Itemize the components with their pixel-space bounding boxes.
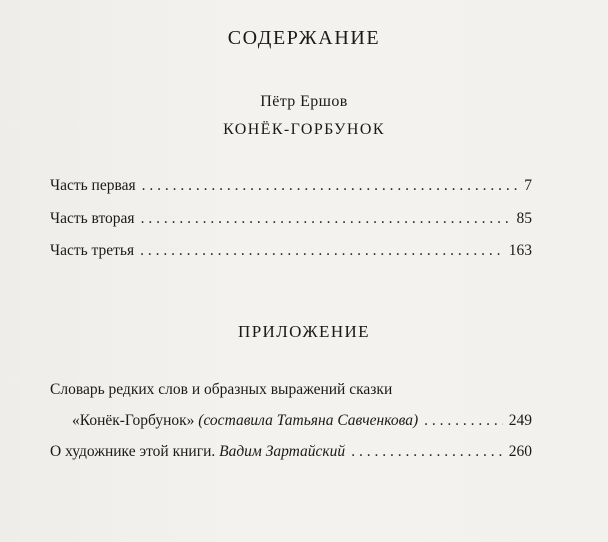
dictionary-compiler: (составила Татьяна Савченкова) bbox=[198, 412, 419, 429]
dictionary-entry-label bbox=[72, 412, 418, 430]
artist-entry-label bbox=[50, 443, 345, 461]
artist-name: Вадим Зартайский bbox=[219, 443, 346, 460]
dot-leader bbox=[424, 412, 503, 430]
toc-entry-page: 85 bbox=[516, 210, 532, 227]
contents-title: СОДЕРЖАНИЕ bbox=[227, 27, 381, 49]
toc-entry-part-three bbox=[50, 242, 532, 260]
work-title: КОНЁК-ГОРБУНОК bbox=[223, 121, 385, 138]
toc-entry-label: Часть вторая bbox=[50, 210, 135, 227]
artist-entry bbox=[50, 443, 532, 461]
dictionary-entry-title: «Конёк-Горбунок» bbox=[72, 412, 195, 429]
artist-entry-page: 260 bbox=[508, 443, 532, 460]
dictionary-entry-page: 249 bbox=[508, 412, 532, 429]
appendix-title: ПРИЛОЖЕНИЕ bbox=[238, 322, 370, 341]
toc-entry-part-one bbox=[50, 177, 532, 195]
toc-entry-label: Часть третья bbox=[50, 242, 135, 259]
toc-entry-page: 163 bbox=[508, 242, 532, 259]
author-name: Пётр Ершов bbox=[260, 93, 348, 110]
dictionary-entry-line1: Словарь редких слов и образных выражений сказки bbox=[50, 381, 393, 398]
dictionary-entry bbox=[72, 412, 532, 430]
dot-leader bbox=[142, 177, 519, 195]
toc-entry-page: 7 bbox=[524, 177, 532, 194]
toc-entry-part-two bbox=[50, 210, 532, 228]
dot-leader bbox=[351, 443, 503, 461]
toc-entry-label: Часть первая bbox=[50, 177, 136, 194]
dot-leader bbox=[141, 210, 511, 228]
dot-leader bbox=[140, 242, 503, 260]
artist-entry-title: О художнике этой книги. bbox=[50, 443, 216, 460]
